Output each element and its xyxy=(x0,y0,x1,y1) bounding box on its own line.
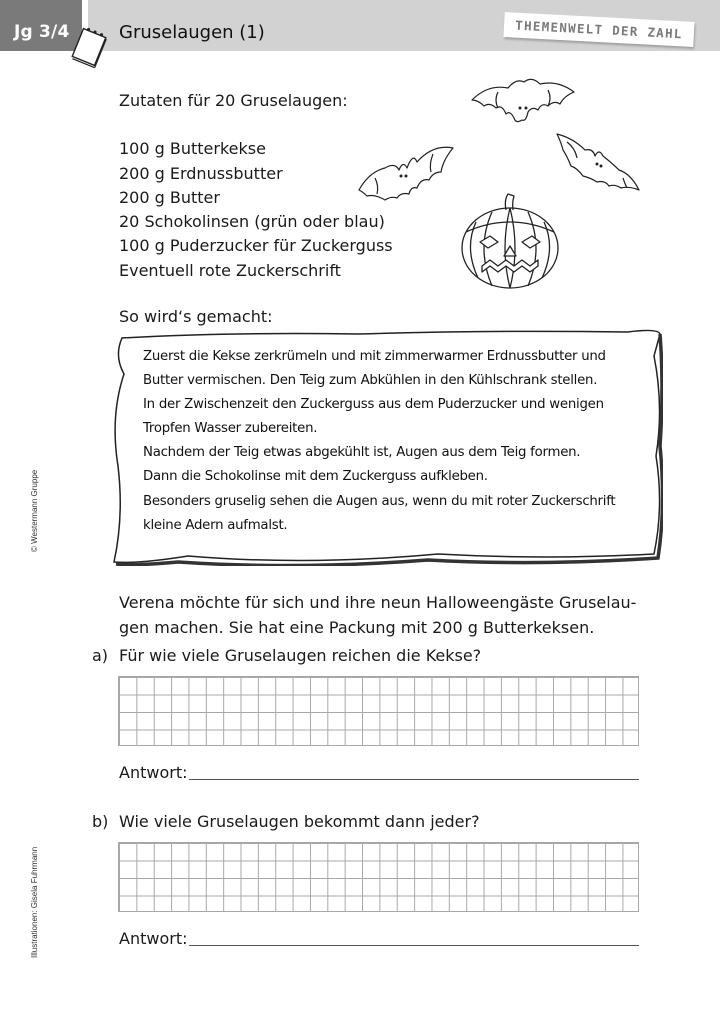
theme-label: THEMENWELT DER ZAHL xyxy=(503,12,694,47)
question-b-work-grid[interactable] xyxy=(118,842,639,912)
question-a-work-grid[interactable] xyxy=(118,676,639,746)
copyright-note: © Westermann Gruppe xyxy=(30,469,39,552)
ingredient-item: 100 g Puderzucker für Zuckerguss xyxy=(119,236,393,256)
question-b-answer-field[interactable] xyxy=(189,945,639,946)
ingredient-item: Eventuell rote Zuckerschrift xyxy=(119,260,341,280)
bat-icon xyxy=(355,138,457,204)
ingredient-item: 20 Schokolinsen (grün oder blau) xyxy=(119,212,385,232)
instruction-line: Zuerst die Kekse zerkrümeln und mit zimmerwarmer Erdnussbutter und xyxy=(143,349,606,364)
bat-icon xyxy=(468,70,578,130)
instruction-line: In der Zwischenzeit den Zuckerguss aus dem Puderzucker und wenigen xyxy=(143,397,604,413)
instruction-line: Dann die Schokolinse mit dem Zuckerguss aufkleben. xyxy=(143,469,488,485)
question-a-answer-label: Antwort: xyxy=(119,763,188,782)
unit-code: Jg 3/4 xyxy=(14,22,70,42)
ingredient-item: 200 g Erdnussbutter xyxy=(119,163,283,183)
instructions-text xyxy=(143,345,643,538)
question-b-text: Wie viele Gruselaugen bekommt dann jeder? xyxy=(119,812,480,831)
ingredients-list xyxy=(119,89,393,283)
instruction-line: kleine Adern aufmalst. xyxy=(143,517,288,533)
ingredient-item: 100 g Butterkekse xyxy=(119,139,266,159)
bat-icon xyxy=(553,130,643,200)
illustration-credit: Illustrationen: Gisela Fuhrmann xyxy=(30,846,39,958)
question-a-answer-field[interactable] xyxy=(189,779,639,780)
instructions-title: So wird‘s gemacht: xyxy=(119,307,273,326)
task-intro xyxy=(119,590,649,640)
instruction-line: Besonders gruselig sehen die Augen aus, wenn du mit roter Zuckerschrift xyxy=(143,493,616,509)
ingredient-item: 200 g Butter xyxy=(119,187,220,207)
question-b-answer-label: Antwort: xyxy=(119,929,188,948)
jack-o-lantern-icon xyxy=(458,190,562,294)
ingredients-title: Zutaten für 20 Gruselaugen: xyxy=(119,91,348,110)
instruction-line: Butter vermischen. Den Teig zum Abkühlen in den Kühlschrank stellen. xyxy=(143,373,598,389)
instruction-line: Nachdem der Teig etwas abgekühlt ist, Augen aus dem Teig formen. xyxy=(143,445,581,461)
instruction-line: Tropfen Wasser zubereiten. xyxy=(143,421,318,437)
task-intro-line: Verena möchte für sich und ihre neun Halloweengäste Gruselau- xyxy=(119,593,637,612)
question-a-text: Für wie viele Gruselaugen reichen die Kekse? xyxy=(119,646,482,665)
task-intro-line: gen machen. Sie hat eine Packung mit 200 g Butterkeksen. xyxy=(119,618,595,637)
question-b-label: b) xyxy=(92,812,109,831)
question-a-label: a) xyxy=(92,646,109,665)
notepad-icon xyxy=(68,24,110,70)
page-title: Gruselaugen (1) xyxy=(119,22,265,43)
